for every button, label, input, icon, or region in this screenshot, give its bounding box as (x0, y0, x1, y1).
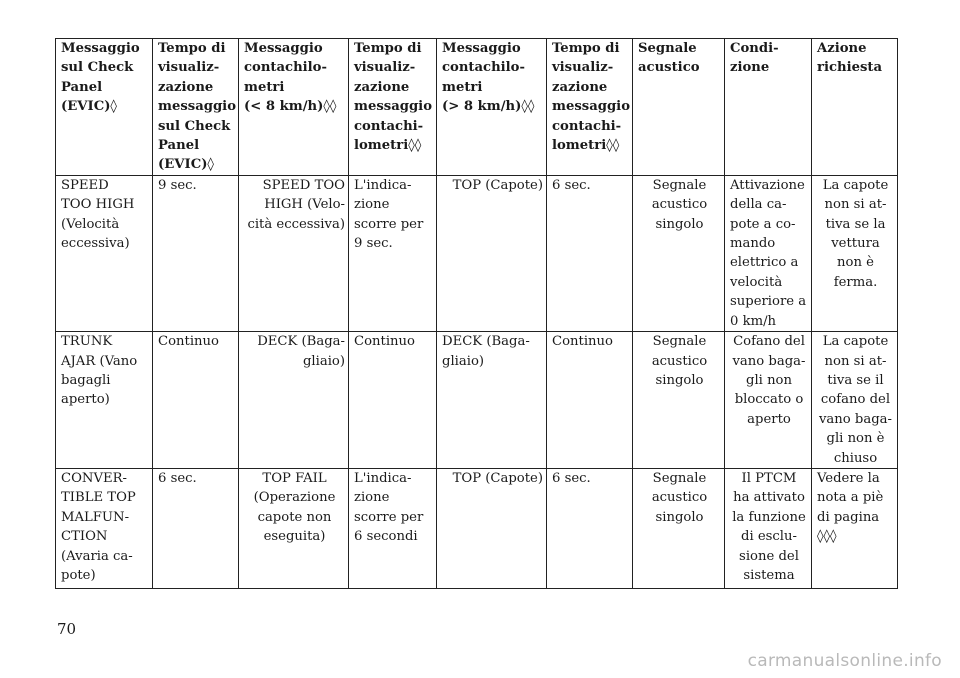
cell-evic-display-time: 9 sec. (153, 175, 239, 331)
cell-action: La capote non si at- tiva se il cofano del vano baga- gli non è chiuso (812, 332, 898, 469)
header-evic-display-time: Tempo di visualiz- zazione messaggio sul Check Panel (EVIC)◊ (153, 39, 239, 176)
cell-chime: Segnale acustico singolo (633, 175, 725, 331)
cell-odometer-message-low: DECK (Baga- gliaio) (239, 332, 349, 469)
cell-evic-message: CONVER- TIBLE TOP MALFUN- CTION (Avaria ca- pote) (56, 468, 153, 588)
cell-odometer-message-high: TOP (Capote) (437, 175, 547, 331)
warning-messages-table (55, 38, 898, 589)
cell-odometer-message-low: SPEED TOO HIGH (Velo- cità eccessiva) (239, 175, 349, 331)
cell-chime: Segnale acustico singolo (633, 332, 725, 469)
header-odometer-message-low-speed: Messaggio contachilo- metri (< 8 km/h)◊◊ (239, 39, 349, 176)
table-row (56, 175, 898, 331)
cell-odometer-time-low: L'indica- zione scorre per 9 sec. (349, 175, 437, 331)
cell-condition: Attivazione della ca- pote a co- mando elettrico a velocità superiore a 0 km/h (725, 175, 812, 331)
cell-evic-message: SPEED TOO HIGH (Velocità eccessiva) (56, 175, 153, 331)
header-condition: Condi- zione (725, 39, 812, 176)
header-odometer-display-time-low: Tempo di visualiz- zazione messaggio contachi- lometri◊◊ (349, 39, 437, 176)
page-number: 70 (57, 620, 77, 638)
cell-evic-display-time: 6 sec. (153, 468, 239, 588)
watermark: carmanualsonline.info (747, 651, 942, 671)
header-odometer-message-high-speed: Messaggio contachilo- metri (> 8 km/h)◊◊ (437, 39, 547, 176)
cell-condition: Cofano del vano baga- gli non bloccato o aperto (725, 332, 812, 469)
table-header-row (56, 39, 898, 176)
cell-odometer-time-low: L'indica- zione scorre per 6 secondi (349, 468, 437, 588)
cell-odometer-message-high: TOP (Capote) (437, 468, 547, 588)
cell-odometer-message-high: DECK (Baga- gliaio) (437, 332, 547, 469)
cell-condition: Il PTCM ha attivato la funzione di esclu- sione del sistema (725, 468, 812, 588)
cell-odometer-message-low: TOP FAIL (Operazione capote non eseguita) (239, 468, 349, 588)
header-evic-message: Messaggio sul Check Panel (EVIC)◊ (56, 39, 153, 176)
cell-evic-message: TRUNK AJAR (Vano bagagli aperto) (56, 332, 153, 469)
table-row (56, 332, 898, 469)
cell-odometer-time-high: 6 sec. (547, 468, 633, 588)
cell-evic-display-time: Continuo (153, 332, 239, 469)
header-action-required: Azione richiesta (812, 39, 898, 176)
cell-odometer-time-high: 6 sec. (547, 175, 633, 331)
cell-action: La capote non si at- tiva se la vettura non è ferma. (812, 175, 898, 331)
cell-chime: Segnale acustico singolo (633, 468, 725, 588)
header-chime: Segnale acustico (633, 39, 725, 176)
cell-action: Vedere la nota a piè di pagina ◊◊◊ (812, 468, 898, 588)
cell-odometer-time-low: Continuo (349, 332, 437, 469)
table-row (56, 468, 898, 588)
header-odometer-display-time-high: Tempo di visualiz- zazione messaggio contachi- lometri◊◊ (547, 39, 633, 176)
cell-odometer-time-high: Continuo (547, 332, 633, 469)
